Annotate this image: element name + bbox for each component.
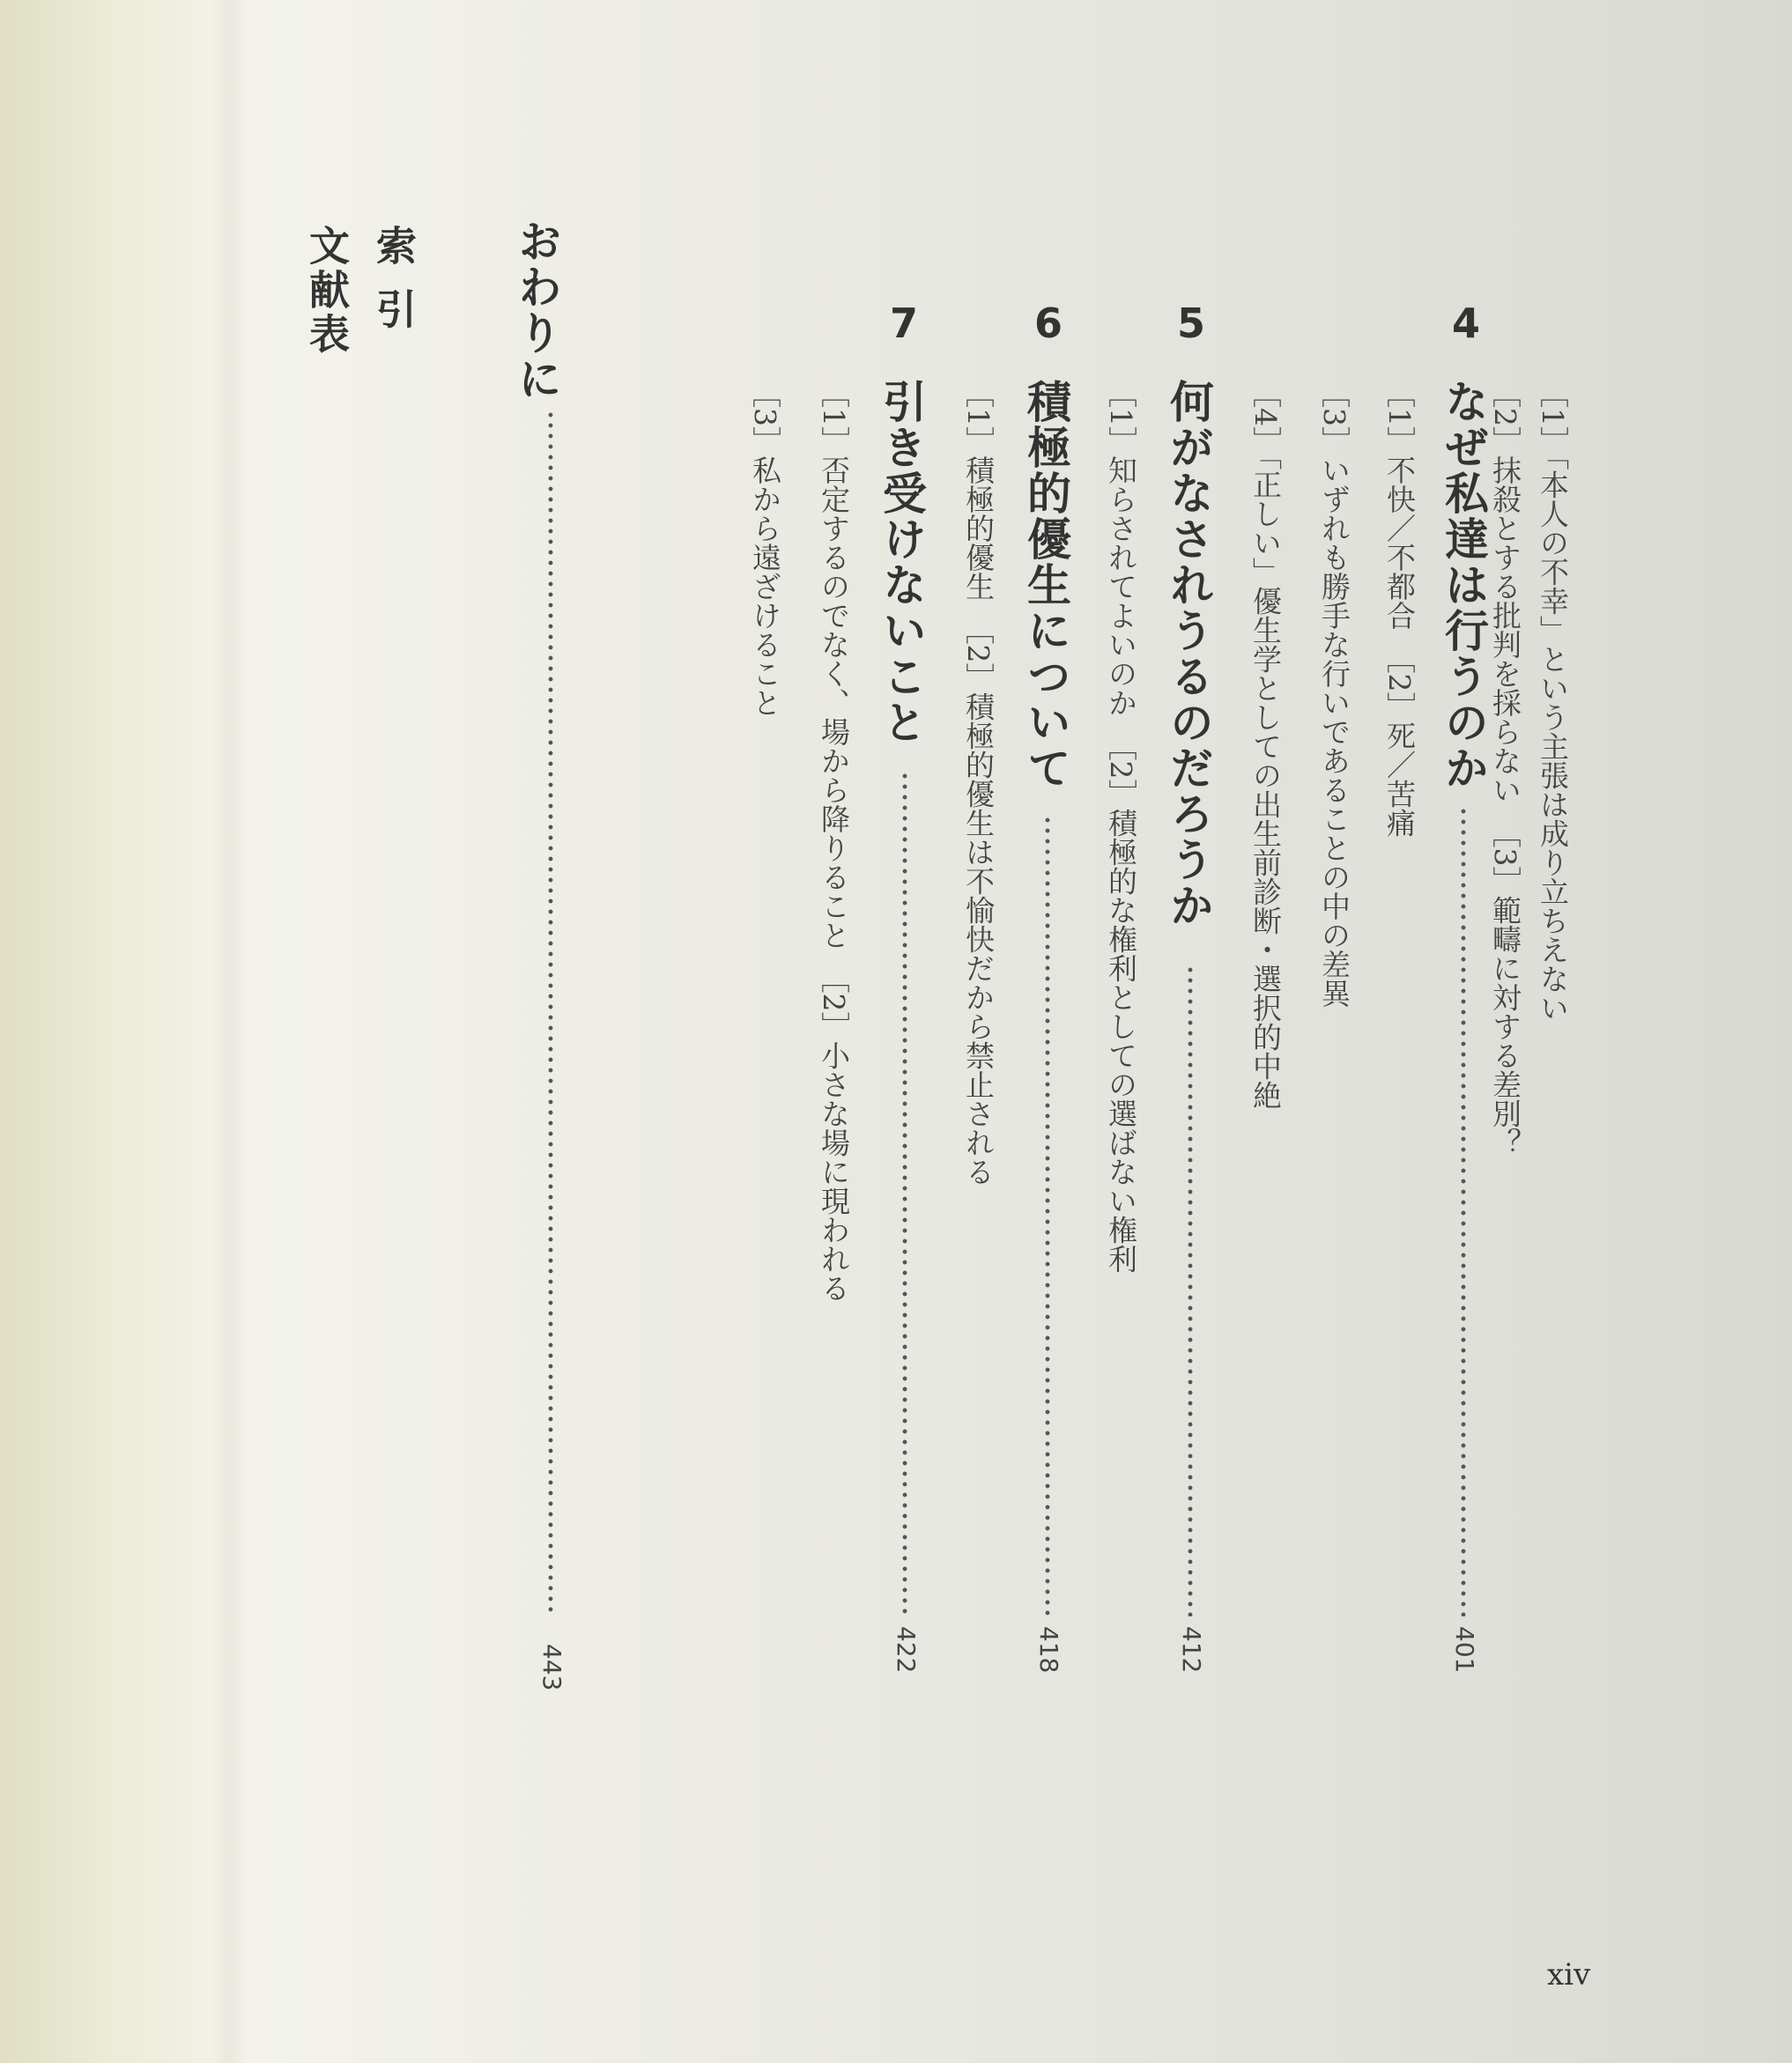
leader-dots <box>1186 965 1195 1616</box>
toc-index-entry[interactable]: 索引 <box>370 225 418 351</box>
folio-page-number: xiv <box>1547 1957 1591 1993</box>
leader-dots <box>1459 806 1468 1616</box>
toc-subentry: ［1］知らされてよいのか ［2］積極的な権利としての選ばない権利 <box>1104 379 1138 1274</box>
toc-entry-title[interactable]: おわりに <box>511 218 563 402</box>
page-number: 418 <box>1034 1626 1063 1674</box>
page-gutter <box>211 0 247 2063</box>
toc-entry-title[interactable]: 積極的優生について <box>1020 379 1072 791</box>
section-number: 4 <box>1452 299 1481 347</box>
toc-entry-title[interactable]: 何がなされうるのだろうか <box>1163 379 1215 928</box>
page-number: 401 <box>1450 1626 1479 1674</box>
toc-subentry: ［4］「正しい」優生学としての出生前診断・選択的中絶 <box>1248 379 1283 1110</box>
toc-subentry: ［3］いずれも勝手な行いであることの中の差異 <box>1317 379 1351 1008</box>
leader-dots <box>1043 815 1052 1616</box>
toc-subentry: ［3］私から遠ざけること <box>748 379 782 717</box>
toc-subentry: ［2］抹殺とする批判を採らない ［3］範疇に対する差別？ <box>1488 379 1522 1157</box>
section-number: 6 <box>1034 299 1063 347</box>
page-number: 412 <box>1177 1626 1206 1674</box>
section-number: 7 <box>890 299 919 347</box>
section-number: 5 <box>1177 299 1206 347</box>
toc-subentry: ［1］否定するのでなく、場から降りること ［2］小さな場に現われる <box>817 379 851 1303</box>
toc-entry-title[interactable]: なぜ私達は行うのか <box>1438 379 1490 791</box>
page-number: 422 <box>892 1626 921 1674</box>
toc-subentry: ［1］積極的優生 ［2］積極的優生は不愉快だから禁止される <box>961 379 996 1187</box>
toc-entry-title[interactable]: 引き受けないこと <box>876 379 928 745</box>
leader-dots <box>546 410 555 1616</box>
toc-bibliography-entry[interactable]: 文献表 <box>303 225 351 357</box>
leader-dots <box>900 771 909 1616</box>
toc-subentry: ［1］「本人の不幸」という主張は成り立ちえない <box>1536 379 1570 1023</box>
toc-subentry: ［1］不快／不都合 ［2］死／苦痛 <box>1382 379 1417 838</box>
page-number: 443 <box>537 1644 566 1691</box>
